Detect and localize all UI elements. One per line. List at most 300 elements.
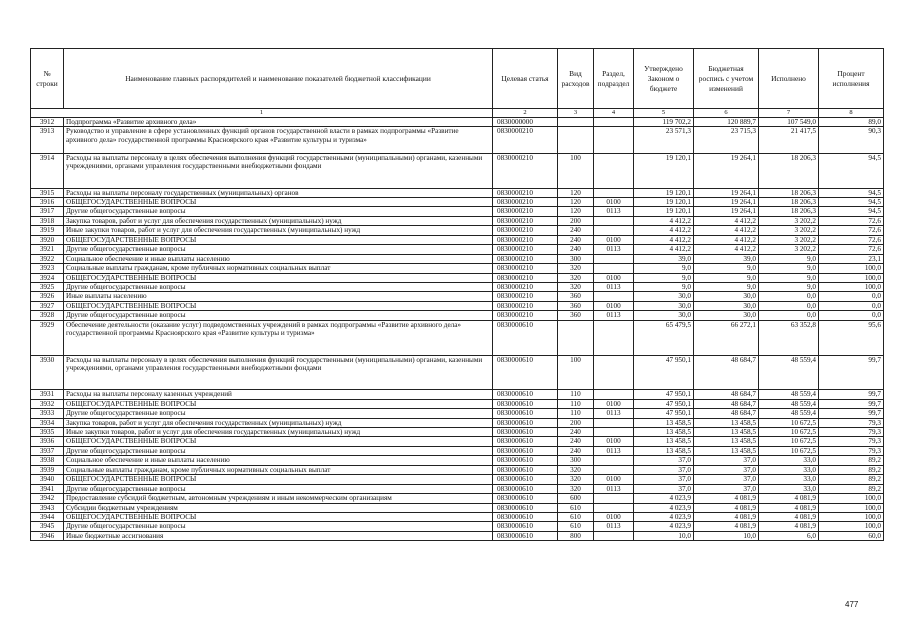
row-budget-list: 4 081,9: [694, 503, 759, 512]
row-target-article: 0830000610: [493, 503, 558, 512]
row-expense-type: 360: [558, 292, 594, 301]
row-budget-list: 9,0: [694, 273, 759, 282]
header-budget-list: Бюджетная роспись с учетом изменений: [694, 49, 759, 109]
table-row: [31, 465, 884, 474]
table-row: [31, 127, 884, 153]
row-number: 3942: [31, 494, 64, 503]
row-expense-type: 610: [558, 512, 594, 521]
table-row: [31, 390, 884, 399]
table-row: [31, 118, 884, 127]
row-name: Другие общегосударственные вопросы: [64, 446, 493, 455]
row-section: [594, 216, 634, 225]
row-name: Подпрограмма «Развитие архивного дела»: [64, 118, 493, 127]
row-name: ОБЩЕГОСУДАРСТВЕННЫЕ ВОПРОСЫ: [64, 475, 493, 484]
row-number: 3926: [31, 292, 64, 301]
row-budget-list: 48 684,7: [694, 399, 759, 408]
header-section: Раздел, подраздел: [594, 49, 634, 109]
row-budget-list: 4 412,2: [694, 245, 759, 254]
row-section: [594, 355, 634, 390]
row-budget-list: 13 458,5: [694, 437, 759, 446]
row-percent: 79,3: [819, 428, 884, 437]
budget-table: [30, 48, 884, 541]
row-number: 3913: [31, 127, 64, 153]
row-percent: 89,2: [819, 456, 884, 465]
row-target-article: 0830000000: [493, 118, 558, 127]
row-section: [594, 292, 634, 301]
row-section: 0100: [594, 235, 634, 244]
row-name: Предоставление субсидий бюджетным, автономным учреждениям и иным некоммерческим организациям: [64, 494, 493, 503]
row-expense-type: 320: [558, 282, 594, 291]
table-row: [31, 446, 884, 455]
row-target-article: 0830000610: [493, 399, 558, 408]
row-budget-list: 10,0: [694, 531, 759, 540]
row-percent: 72,6: [819, 245, 884, 254]
row-percent: 72,6: [819, 235, 884, 244]
table-row: [31, 216, 884, 225]
row-budget-list: 19 264,1: [694, 207, 759, 216]
row-section: 0113: [594, 446, 634, 455]
row-target-article: 0830000210: [493, 273, 558, 282]
row-approved: 30,0: [634, 301, 694, 310]
row-budget-list: 4 412,2: [694, 226, 759, 235]
row-name: Расходы на выплаты персоналу казенных учреждений: [64, 390, 493, 399]
row-section: 0100: [594, 437, 634, 446]
row-number: 3922: [31, 254, 64, 263]
row-approved: 39,0: [634, 254, 694, 263]
row-expense-type: 110: [558, 390, 594, 399]
row-section: 0113: [594, 522, 634, 531]
row-approved: 4 023,9: [634, 512, 694, 521]
row-executed: 6,0: [759, 531, 819, 540]
row-number: 3928: [31, 311, 64, 320]
column-number: 6: [694, 109, 759, 118]
row-percent: 95,6: [819, 320, 884, 355]
row-executed: 0,0: [759, 311, 819, 320]
row-percent: 90,3: [819, 127, 884, 153]
table-row: [31, 494, 884, 503]
row-target-article: 0830000610: [493, 484, 558, 493]
row-target-article: 0830000610: [493, 522, 558, 531]
row-section: 0100: [594, 273, 634, 282]
row-approved: 19 120,1: [634, 188, 694, 197]
row-name: ОБЩЕГОСУДАРСТВЕННЫЕ ВОПРОСЫ: [64, 399, 493, 408]
row-expense-type: 110: [558, 409, 594, 418]
row-executed: 33,0: [759, 484, 819, 493]
row-executed: 10 672,5: [759, 446, 819, 455]
row-budget-list: 30,0: [694, 311, 759, 320]
row-name: ОБЩЕГОСУДАРСТВЕННЫЕ ВОПРОСЫ: [64, 512, 493, 521]
row-number: 3941: [31, 484, 64, 493]
row-executed: 18 206,3: [759, 198, 819, 207]
row-budget-list: 23 715,3: [694, 127, 759, 153]
row-percent: 79,3: [819, 446, 884, 455]
row-approved: 37,0: [634, 484, 694, 493]
row-expense-type: 600: [558, 494, 594, 503]
row-target-article: 0830000610: [493, 512, 558, 521]
row-budget-list: 9,0: [694, 264, 759, 273]
row-percent: 99,7: [819, 409, 884, 418]
row-expense-type: 800: [558, 531, 594, 540]
row-target-article: 0830000610: [493, 320, 558, 355]
row-name: Руководство и управление в сфере установленных функций органов государственной власти в рамках подпрограммы «Развитие архивного дела» государственной программы Красноярского края «Развитие культуры и туризма»: [64, 127, 493, 153]
table-row: [31, 311, 884, 320]
row-number: 3915: [31, 188, 64, 197]
row-number: 3944: [31, 512, 64, 521]
table-row: [31, 273, 884, 282]
row-name: Другие общегосударственные вопросы: [64, 522, 493, 531]
row-target-article: 0830000610: [493, 475, 558, 484]
row-budget-list: 48 684,7: [694, 409, 759, 418]
row-percent: 89,2: [819, 484, 884, 493]
row-name: Другие общегосударственные вопросы: [64, 282, 493, 291]
row-expense-type: 240: [558, 226, 594, 235]
row-number: 3932: [31, 399, 64, 408]
row-approved: 47 950,1: [634, 409, 694, 418]
row-section: [594, 503, 634, 512]
row-name: Иные выплаты населению: [64, 292, 493, 301]
row-budget-list: 30,0: [694, 292, 759, 301]
row-approved: 23 571,3: [634, 127, 694, 153]
row-target-article: 0830000610: [493, 355, 558, 390]
row-section: [594, 153, 634, 188]
row-approved: 9,0: [634, 273, 694, 282]
row-section: 0100: [594, 301, 634, 310]
row-section: 0113: [594, 484, 634, 493]
row-number: 3930: [31, 355, 64, 390]
row-executed: 48 559,4: [759, 390, 819, 399]
table-row: [31, 437, 884, 446]
row-number: 3921: [31, 245, 64, 254]
row-approved: 9,0: [634, 282, 694, 291]
header-approved: Утверждено Законом о бюджете: [634, 49, 694, 109]
row-budget-list: 13 458,5: [694, 428, 759, 437]
row-name: ОБЩЕГОСУДАРСТВЕННЫЕ ВОПРОСЫ: [64, 301, 493, 310]
row-section: 0100: [594, 475, 634, 484]
row-budget-list: 4 081,9: [694, 522, 759, 531]
table-row: [31, 399, 884, 408]
row-number: 3923: [31, 264, 64, 273]
row-number: 3916: [31, 198, 64, 207]
table-row: [31, 235, 884, 244]
row-section: [594, 418, 634, 427]
table-row: [31, 292, 884, 301]
row-percent: 99,7: [819, 355, 884, 390]
row-approved: 30,0: [634, 311, 694, 320]
row-executed: 48 559,4: [759, 355, 819, 390]
row-percent: 89,2: [819, 465, 884, 474]
row-name: Социальные выплаты гражданам, кроме публичных нормативных социальных выплат: [64, 264, 493, 273]
row-executed: 10 672,5: [759, 418, 819, 427]
row-executed: 107 549,0: [759, 118, 819, 127]
row-number: 3924: [31, 273, 64, 282]
row-target-article: 0830000610: [493, 465, 558, 474]
row-executed: 3 202,2: [759, 226, 819, 235]
row-budget-list: 37,0: [694, 475, 759, 484]
row-percent: 72,6: [819, 226, 884, 235]
row-section: [594, 127, 634, 153]
row-name: ОБЩЕГОСУДАРСТВЕННЫЕ ВОПРОСЫ: [64, 235, 493, 244]
table-row: [31, 320, 884, 355]
row-percent: 89,0: [819, 118, 884, 127]
row-approved: 47 950,1: [634, 355, 694, 390]
row-number: 3943: [31, 503, 64, 512]
table-row: [31, 531, 884, 540]
row-number: 3939: [31, 465, 64, 474]
row-budget-list: 37,0: [694, 484, 759, 493]
row-budget-list: 4 412,2: [694, 235, 759, 244]
row-name: Иные закупки товаров, работ и услуг для обеспечения государственных (муниципальных) нужд: [64, 428, 493, 437]
row-name: Расходы на выплаты персоналу в целях обеспечения выполнения функций государственными (муниципальными) органами, казенными учреждениями, органами управления государственными внебюджетными фондами: [64, 153, 493, 188]
row-approved: 9,0: [634, 264, 694, 273]
column-number: 5: [634, 109, 694, 118]
row-section: [594, 494, 634, 503]
row-target-article: 0830000610: [493, 409, 558, 418]
row-section: [594, 188, 634, 197]
table-row: [31, 264, 884, 273]
row-budget-list: 9,0: [694, 282, 759, 291]
row-executed: 3 202,2: [759, 245, 819, 254]
row-approved: 13 458,5: [634, 418, 694, 427]
row-percent: 100,0: [819, 273, 884, 282]
row-expense-type: 300: [558, 254, 594, 263]
row-approved: 19 120,1: [634, 198, 694, 207]
table-row: [31, 282, 884, 291]
row-percent: 100,0: [819, 494, 884, 503]
row-target-article: 0830000610: [493, 437, 558, 446]
row-name: Расходы на выплаты персоналу государственных (муниципальных) органов: [64, 188, 493, 197]
row-name: Закупка товаров, работ и услуг для обеспечения государственных (муниципальных) нужд: [64, 418, 493, 427]
row-expense-type: 240: [558, 446, 594, 455]
row-expense-type: 320: [558, 264, 594, 273]
row-section: [594, 531, 634, 540]
row-percent: 0,0: [819, 301, 884, 310]
row-budget-list: 19 264,1: [694, 153, 759, 188]
row-name: ОБЩЕГОСУДАРСТВЕННЫЕ ВОПРОСЫ: [64, 437, 493, 446]
row-target-article: 0830000610: [493, 456, 558, 465]
row-budget-list: 120 889,7: [694, 118, 759, 127]
table-row: [31, 418, 884, 427]
row-approved: 10,0: [634, 531, 694, 540]
row-approved: 19 120,1: [634, 207, 694, 216]
row-target-article: 0830000210: [493, 127, 558, 153]
row-section: 0100: [594, 399, 634, 408]
column-number: 3: [558, 109, 594, 118]
row-number: 3945: [31, 522, 64, 531]
row-number: 3929: [31, 320, 64, 355]
row-number: 3946: [31, 531, 64, 540]
table-row: [31, 503, 884, 512]
row-budget-list: 37,0: [694, 465, 759, 474]
row-executed: 9,0: [759, 282, 819, 291]
row-expense-type: 610: [558, 503, 594, 512]
row-executed: 18 206,3: [759, 207, 819, 216]
row-executed: 21 417,5: [759, 127, 819, 153]
row-name: Социальные выплаты гражданам, кроме публичных нормативных социальных выплат: [64, 465, 493, 474]
row-executed: 18 206,3: [759, 188, 819, 197]
table-row: [31, 475, 884, 484]
page-number: 477: [845, 600, 859, 609]
table-row: [31, 198, 884, 207]
row-number: 3935: [31, 428, 64, 437]
row-budget-list: 19 264,1: [694, 198, 759, 207]
row-expense-type: 320: [558, 465, 594, 474]
row-executed: 4 081,9: [759, 522, 819, 531]
row-budget-list: 4 412,2: [694, 216, 759, 225]
row-section: [594, 118, 634, 127]
row-number: 3940: [31, 475, 64, 484]
row-approved: 47 950,1: [634, 399, 694, 408]
row-expense-type: 610: [558, 522, 594, 531]
row-budget-list: 13 458,5: [694, 446, 759, 455]
row-expense-type: 360: [558, 301, 594, 310]
row-target-article: 0830000610: [493, 390, 558, 399]
row-section: 0113: [594, 409, 634, 418]
row-executed: 18 206,3: [759, 153, 819, 188]
row-number: 3917: [31, 207, 64, 216]
row-approved: 13 458,5: [634, 428, 694, 437]
row-target-article: 0830000210: [493, 254, 558, 263]
row-expense-type: 240: [558, 235, 594, 244]
row-executed: 63 352,8: [759, 320, 819, 355]
row-target-article: 0830000610: [493, 494, 558, 503]
row-section: [594, 428, 634, 437]
row-number: 3919: [31, 226, 64, 235]
row-expense-type: 240: [558, 245, 594, 254]
row-section: 0113: [594, 311, 634, 320]
row-executed: 4 081,9: [759, 503, 819, 512]
header-row: [31, 49, 884, 109]
row-approved: 47 950,1: [634, 390, 694, 399]
table-row: [31, 522, 884, 531]
row-executed: 48 559,4: [759, 399, 819, 408]
row-name: Другие общегосударственные вопросы: [64, 311, 493, 320]
row-approved: 30,0: [634, 292, 694, 301]
row-section: 0113: [594, 245, 634, 254]
table-row: [31, 226, 884, 235]
row-percent: 99,7: [819, 390, 884, 399]
row-expense-type: 320: [558, 475, 594, 484]
table-row: [31, 456, 884, 465]
row-executed: 3 202,2: [759, 235, 819, 244]
row-budget-list: 37,0: [694, 456, 759, 465]
row-section: [594, 226, 634, 235]
row-executed: 33,0: [759, 475, 819, 484]
row-percent: 100,0: [819, 512, 884, 521]
row-expense-type: [558, 127, 594, 153]
row-approved: 119 702,2: [634, 118, 694, 127]
row-expense-type: 360: [558, 311, 594, 320]
row-executed: 9,0: [759, 273, 819, 282]
table-row: [31, 355, 884, 390]
header-executed: Исполнено: [759, 49, 819, 109]
row-target-article: 0830000210: [493, 264, 558, 273]
header-num: № строки: [31, 49, 64, 109]
column-number: 8: [819, 109, 884, 118]
column-number: 7: [759, 109, 819, 118]
row-executed: 10 672,5: [759, 428, 819, 437]
row-name: Иные закупки товаров, работ и услуг для обеспечения государственных (муниципальных) нужд: [64, 226, 493, 235]
header-name: Наименование главных распорядителей и наименование показателей бюджетной классификации: [64, 49, 493, 109]
row-number: 3936: [31, 437, 64, 446]
row-approved: 4 412,2: [634, 226, 694, 235]
row-executed: 4 081,9: [759, 494, 819, 503]
row-approved: 19 120,1: [634, 153, 694, 188]
row-section: [594, 320, 634, 355]
row-executed: 10 672,5: [759, 437, 819, 446]
row-approved: 37,0: [634, 465, 694, 474]
row-percent: 23,1: [819, 254, 884, 263]
row-target-article: 0830000610: [493, 428, 558, 437]
table-row: [31, 301, 884, 310]
row-expense-type: 120: [558, 188, 594, 197]
row-percent: 94,5: [819, 207, 884, 216]
row-percent: 72,6: [819, 216, 884, 225]
row-number: 3931: [31, 390, 64, 399]
row-percent: 79,3: [819, 418, 884, 427]
row-executed: 4 081,9: [759, 512, 819, 521]
row-expense-type: 240: [558, 437, 594, 446]
row-expense-type: 300: [558, 456, 594, 465]
row-approved: 4 412,2: [634, 216, 694, 225]
row-target-article: 0830000210: [493, 226, 558, 235]
table-row: [31, 254, 884, 263]
row-target-article: 0830000610: [493, 531, 558, 540]
row-section: 0100: [594, 198, 634, 207]
row-name: Субсидии бюджетным учреждениям: [64, 503, 493, 512]
row-executed: 0,0: [759, 292, 819, 301]
row-percent: 99,7: [819, 399, 884, 408]
column-number-row: [31, 109, 884, 118]
row-name: Расходы на выплаты персоналу в целях обеспечения выполнения функций государственными (муниципальными) органами, казенными учреждениями, органами управления государственными внебюджетными фондами: [64, 355, 493, 390]
row-section: 0113: [594, 207, 634, 216]
row-number: 3938: [31, 456, 64, 465]
row-expense-type: 200: [558, 418, 594, 427]
row-expense-type: [558, 118, 594, 127]
row-number: 3927: [31, 301, 64, 310]
row-section: 0100: [594, 512, 634, 521]
row-number: 3920: [31, 235, 64, 244]
row-executed: 9,0: [759, 264, 819, 273]
row-expense-type: 120: [558, 198, 594, 207]
row-approved: 4 412,2: [634, 235, 694, 244]
row-percent: 100,0: [819, 264, 884, 273]
row-approved: 4 023,9: [634, 522, 694, 531]
row-number: 3912: [31, 118, 64, 127]
row-section: 0113: [594, 282, 634, 291]
table-row: [31, 409, 884, 418]
header-percent: Процент исполнения: [819, 49, 884, 109]
row-target-article: 0830000210: [493, 198, 558, 207]
table-body: [31, 118, 884, 541]
row-executed: 0,0: [759, 301, 819, 310]
row-percent: 100,0: [819, 503, 884, 512]
row-target-article: 0830000210: [493, 188, 558, 197]
row-name: ОБЩЕГОСУДАРСТВЕННЫЕ ВОПРОСЫ: [64, 273, 493, 282]
row-section: [594, 254, 634, 263]
row-approved: 37,0: [634, 456, 694, 465]
row-approved: 37,0: [634, 475, 694, 484]
row-budget-list: 13 458,5: [694, 418, 759, 427]
row-number: 3925: [31, 282, 64, 291]
row-expense-type: [558, 320, 594, 355]
row-executed: 9,0: [759, 254, 819, 263]
table-row: [31, 512, 884, 521]
row-target-article: 0830000210: [493, 282, 558, 291]
row-executed: 3 202,2: [759, 216, 819, 225]
row-approved: 13 458,5: [634, 446, 694, 455]
row-expense-type: 120: [558, 207, 594, 216]
row-name: Социальное обеспечение и иные выплаты населению: [64, 254, 493, 263]
